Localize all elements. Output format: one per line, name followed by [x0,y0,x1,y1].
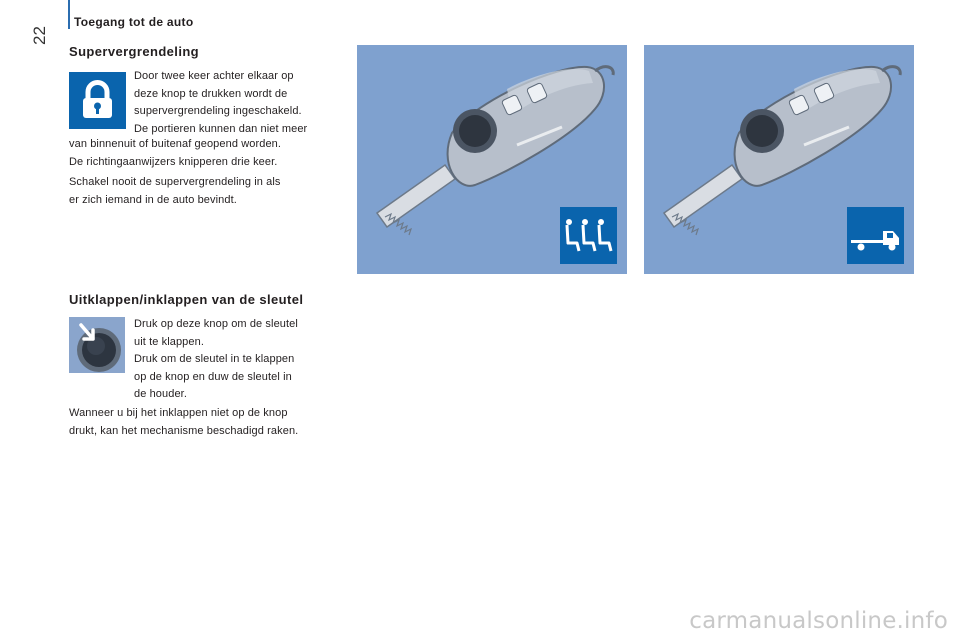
uitklappen-paragraph-1 [134,316,298,351]
key-illustration-chassis [644,45,914,274]
key-fold-button-icon [69,317,125,373]
key-blade [664,165,742,235]
text-line: Wanneer u bij het inklappen niet op de knop [69,407,288,419]
text-line: deze knop te drukken wordt de [134,87,288,100]
text-line: drukt, kan het mechanisme beschadigd raken. [69,424,299,437]
page-number-text: 22 [30,26,49,45]
key-illustration-seats [357,45,627,274]
section-header-title: Toegang tot de auto [74,15,194,29]
text-line: Door twee keer achter elkaar op [134,70,294,82]
text-line: op de knop en duw de sleutel in [134,370,292,383]
key-blade [377,165,455,235]
text-line: Druk om de sleutel in te klappen [134,353,295,365]
supervergrendeling-paragraph-1 [134,68,307,138]
text-line: de houder. [134,388,187,400]
key-fob [735,67,901,186]
watermark: carmanualsonline.info [689,608,948,634]
lock-icon [69,72,126,129]
supervergrendeling-paragraph-2: De richtingaanwijzers knipperen drie keer. [69,156,278,168]
chassis-cab-icon [847,207,904,264]
text-line: uit te klappen. [134,335,204,348]
text-line: Druk op deze knop om de sleutel [134,318,298,330]
uitklappen-paragraph-2 [134,351,294,404]
seats-icon [560,207,617,264]
supervergrendeling-paragraph-3 [69,174,281,209]
text-line: er zich iemand in de auto bevindt. [69,193,237,206]
supervergrendeling-title: Supervergrendeling [69,44,200,59]
key-fob [448,67,614,186]
text-line: Schakel nooit de supervergrendeling in als [69,176,281,188]
supervergrendeling-paragraph-1-end: van binnenuit of buitenaf geopend worden. [69,138,282,150]
text-line: De portieren kunnen dan niet meer [134,122,308,135]
uitklappen-paragraph-3 [69,405,298,440]
text-line: supervergrendeling ingeschakeld. [134,105,302,117]
header-bar [68,0,70,29]
uitklappen-title: Uitklappen/inklappen van de sleutel [69,292,304,307]
page-number [30,15,50,45]
